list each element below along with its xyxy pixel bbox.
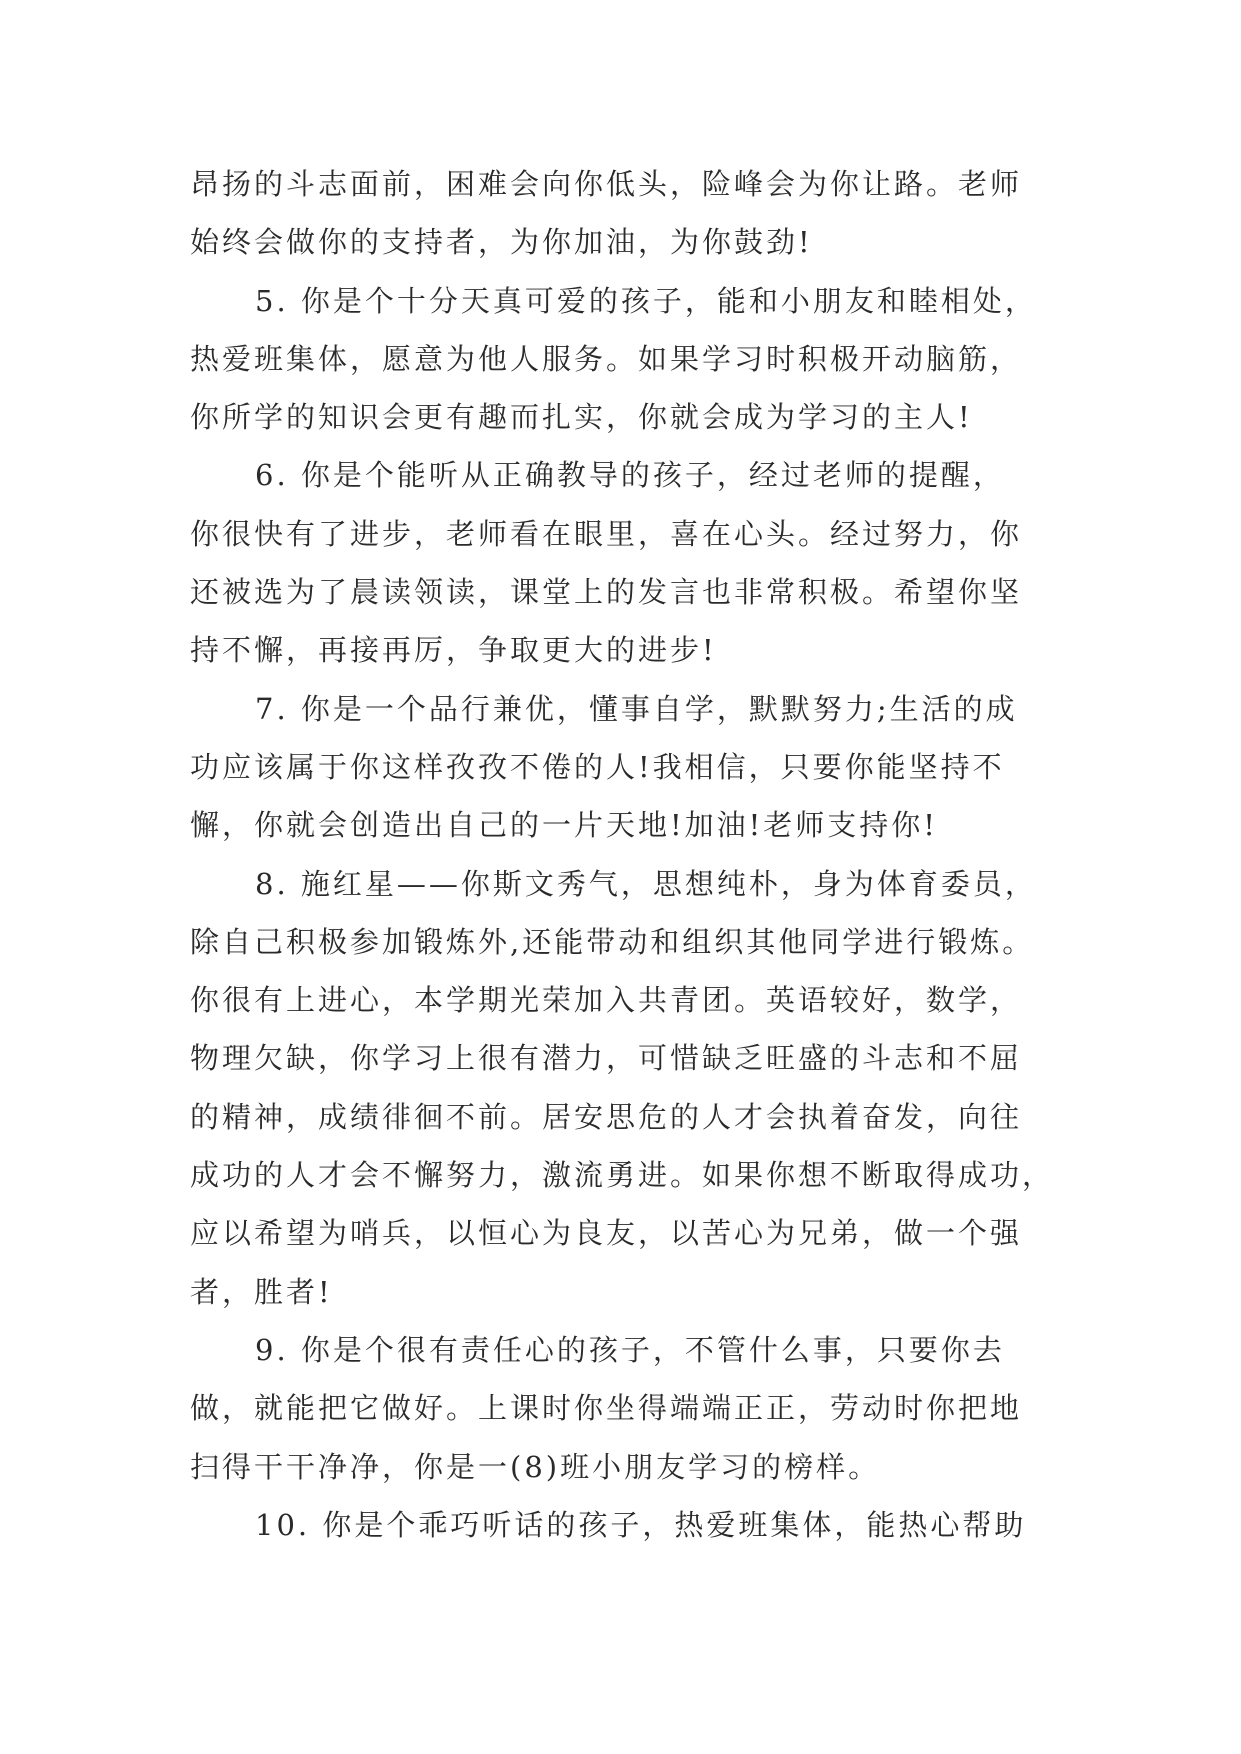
text-line: 做，就能把它做好。上课时你坐得端端正正，劳动时你把地 — [190, 1391, 1023, 1426]
text-line: 者，胜者! — [190, 1274, 333, 1309]
text-line: 应以希望为哨兵，以恒心为良友，以苦心为兄弟，做一个强 — [190, 1216, 1023, 1251]
text-line: 持不懈，再接再厉，争取更大的进步! — [190, 633, 717, 668]
text-line: 物理欠缺，你学习上很有潜力，可惜缺乏旺盛的斗志和不屈 — [190, 1041, 1023, 1076]
text-line: 扫得干干净净，你是一(8)班小朋友学习的榜样。 — [190, 1449, 881, 1484]
text-line: 功应该属于你这样孜孜不倦的人!我相信，只要你能坚持不 — [190, 749, 1005, 784]
text-line: 7. 你是一个品行兼优，懂事自学，默默努力;生活的成 — [255, 691, 1018, 726]
text-line: 昂扬的斗志面前，困难会向你低头，险峰会为你让路。老师 — [190, 167, 1023, 201]
text-line: 你很有上进心，本学期光荣加入共青团。英语较好，数学， — [190, 983, 1023, 1018]
text-line: 始终会做你的支持者，为你加油，为你鼓劲! — [190, 225, 813, 260]
text-line: 热爱班集体，愿意为他人服务。如果学习时积极开动脑筋， — [190, 341, 1023, 376]
document-body — [190, 155, 1070, 1554]
paragraph-item-6 — [190, 446, 1070, 679]
text-line: 的精神，成绩徘徊不前。居安思危的人才会执着奋发，向往 — [190, 1099, 1023, 1134]
paragraph-item-5 — [190, 272, 1070, 447]
paragraph-item-10 — [190, 1496, 1070, 1554]
text-line: 还被选为了晨读领读，课堂上的发言也非常积极。希望你坚 — [190, 575, 1023, 610]
paragraph-continuation — [190, 155, 1070, 272]
text-line: 除自己积极参加锻炼外,还能带动和组织其他同学进行锻炼。 — [190, 924, 1035, 959]
text-line: 成功的人才会不懈努力，激流勇进。如果你想不断取得成功， — [190, 1158, 1055, 1193]
text-line: 8. 施红星——你斯文秀气，思想纯朴，身为体育委员， — [255, 866, 1037, 901]
text-line: 10. 你是个乖巧听话的孩子，热爱班集体，能热心帮助 — [255, 1507, 1027, 1542]
text-line: 懈，你就会创造出自己的一片天地!加油!老师支持你! — [190, 808, 938, 843]
text-line: 9. 你是个很有责任心的孩子，不管什么事，只要你去 — [255, 1332, 1005, 1367]
paragraph-item-9 — [190, 1321, 1070, 1496]
text-line: 5. 你是个十分天真可爱的孩子，能和小朋友和睦相处， — [255, 283, 1037, 318]
text-line: 你很快有了进步，老师看在眼里，喜在心头。经过努力，你 — [190, 516, 1023, 551]
paragraph-item-7 — [190, 680, 1070, 855]
paragraph-item-8 — [190, 855, 1070, 1321]
text-line: 你所学的知识会更有趣而扎实，你就会成为学习的主人! — [190, 400, 973, 435]
text-line: 6. 你是个能听从正确教导的孩子，经过老师的提醒， — [255, 458, 1005, 493]
